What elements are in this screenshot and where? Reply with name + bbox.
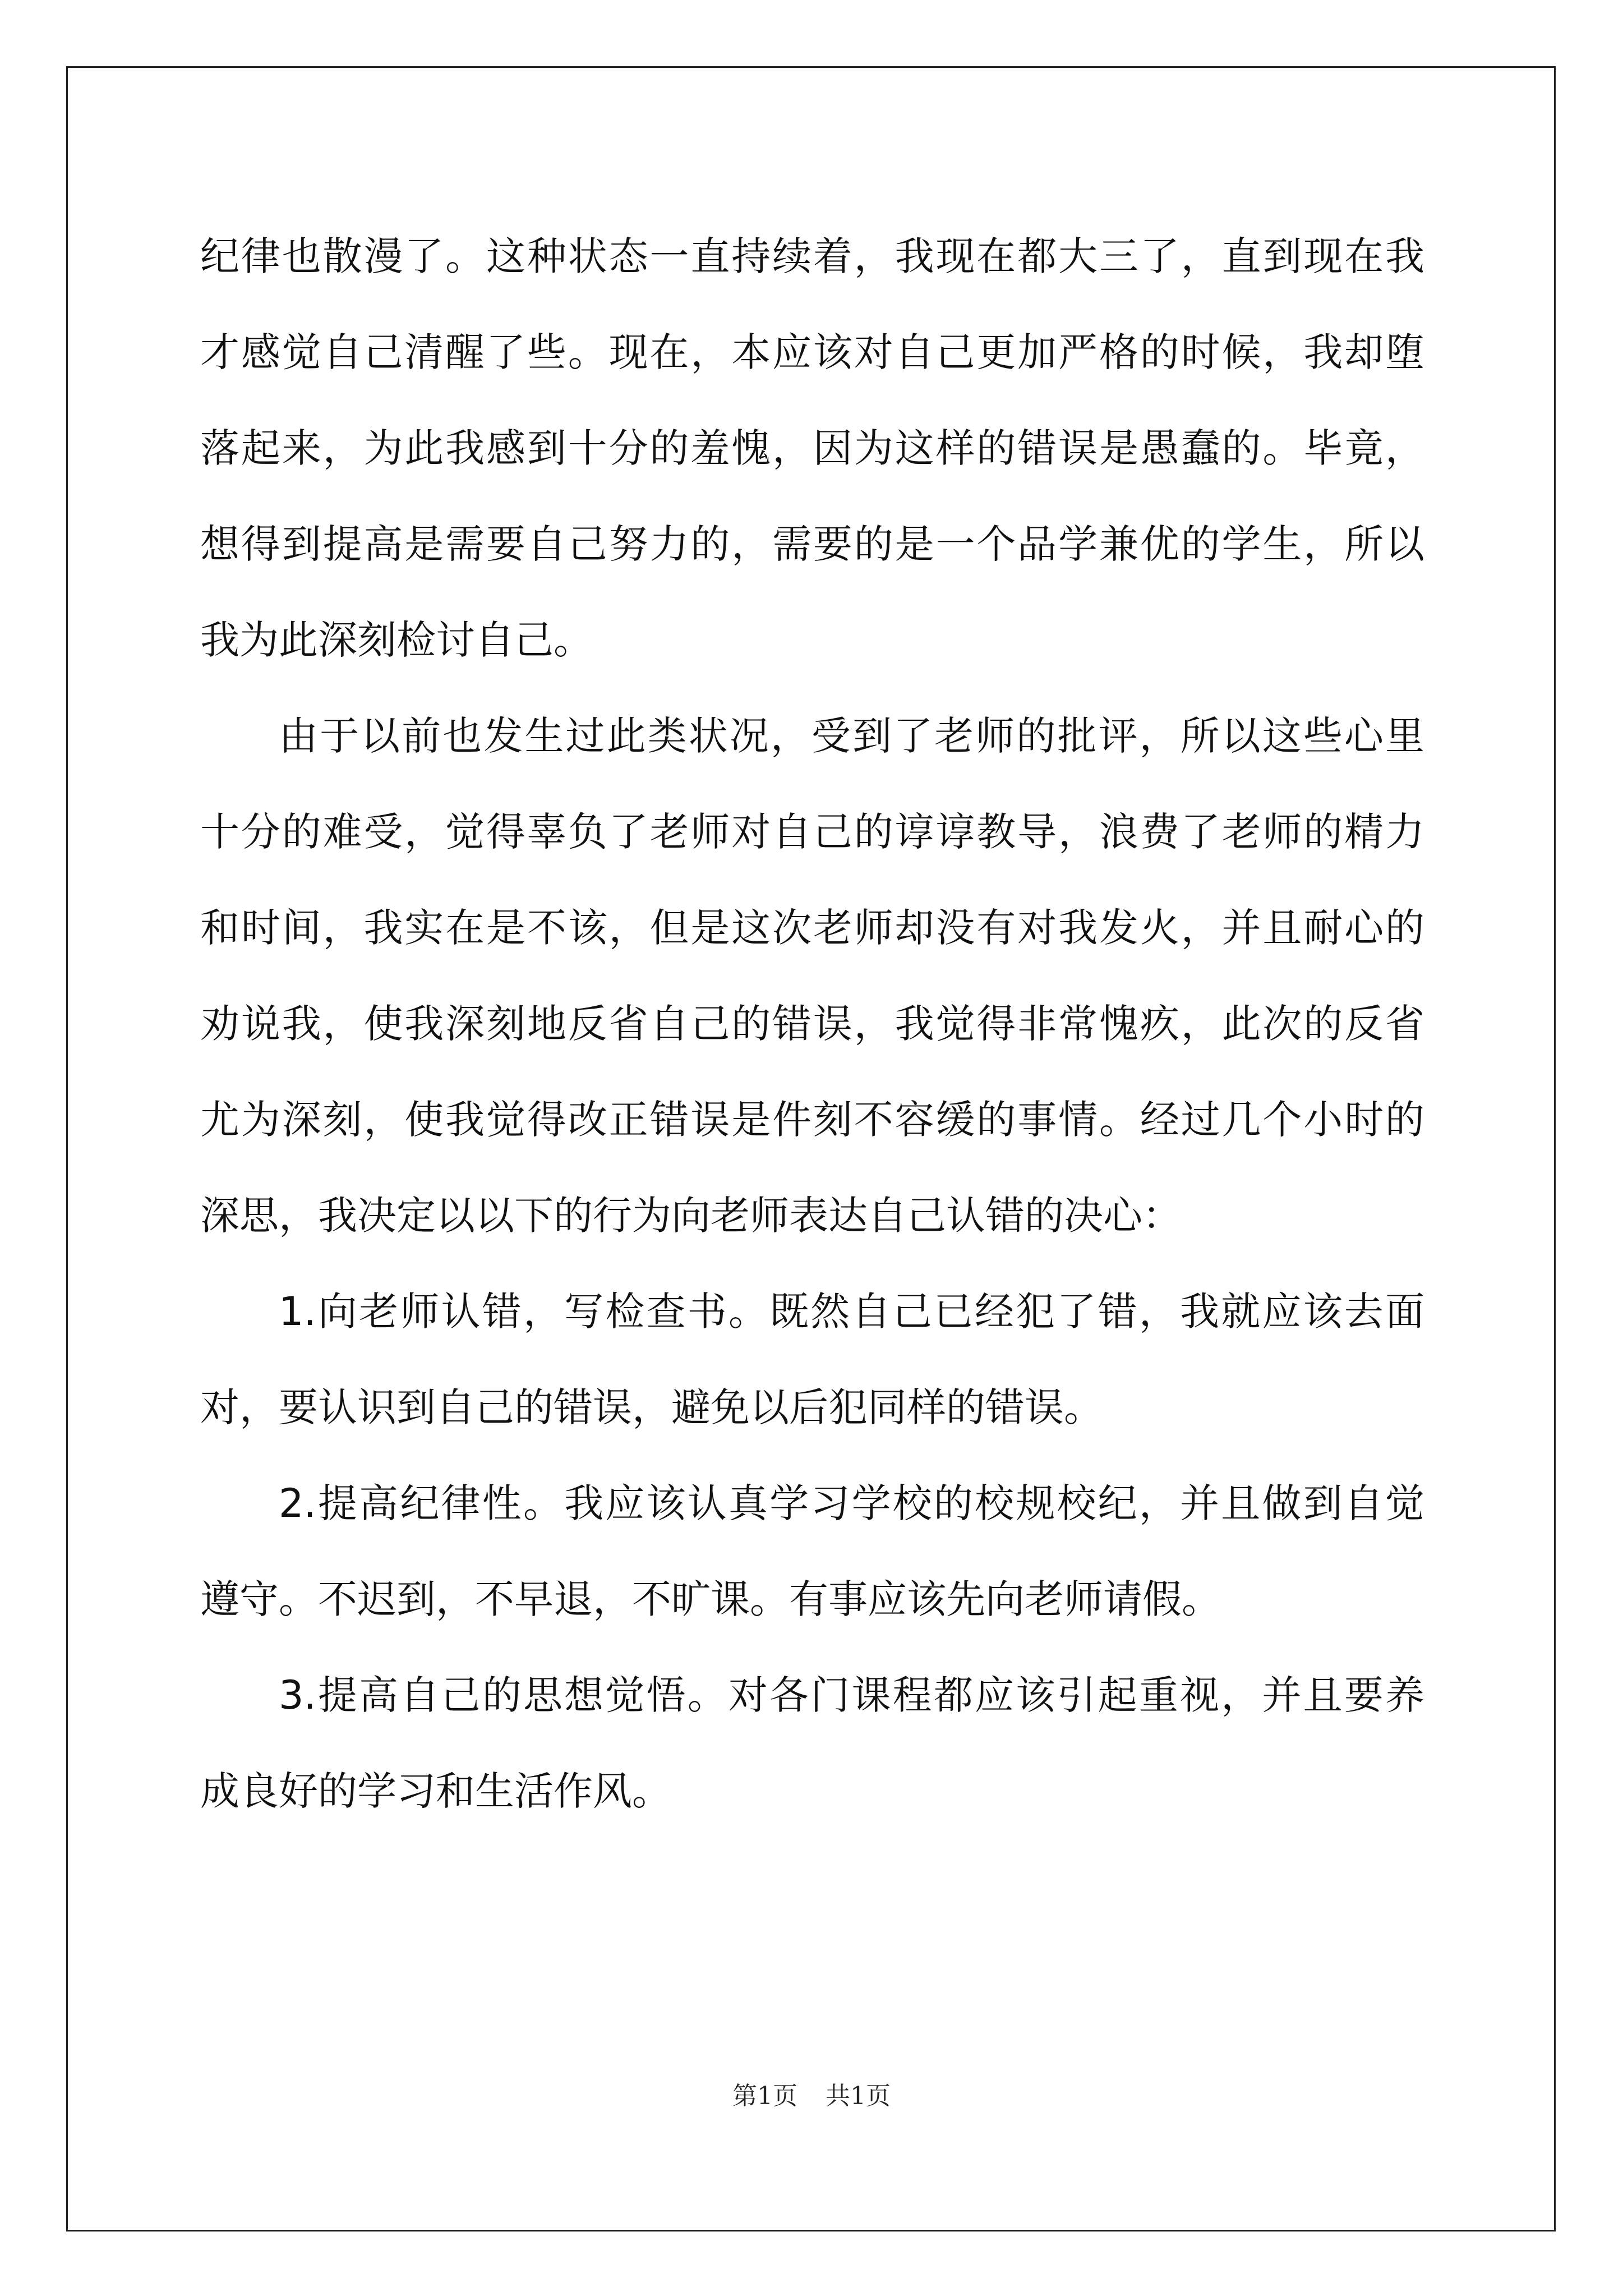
text-line: 尤为深刻，使我觉得改正错误是件刻不容缓的事情。经过几个小时的 bbox=[200, 1097, 1424, 1143]
page-footer bbox=[0, 2076, 1623, 2111]
page-number: 第1页 bbox=[732, 2082, 797, 2110]
text-line: 成良好的学习和生活作风。 bbox=[200, 1768, 671, 1814]
paragraph-start-line: 由于以前也发生过此类状况，受到了老师的批评，所以这些心里 bbox=[279, 713, 1424, 759]
text-line: 纪律也散漫了。这种状态一直持续着，我现在都大三了，直到现在我 bbox=[200, 233, 1424, 279]
text-line: 才感觉自己清醒了些。现在，本应该对自己更加严格的时候，我却堕 bbox=[200, 329, 1424, 375]
text-line: 十分的难受，觉得辜负了老师对自己的谆谆教导，浪费了老师的精力 bbox=[200, 809, 1424, 855]
page-total: 共1页 bbox=[826, 2082, 891, 2110]
text-line: 想得到提高是需要自己努力的，需要的是一个品学兼优的学生，所以 bbox=[200, 521, 1424, 567]
text-line: 对，要认识到自己的错误，避免以后犯同样的错误。 bbox=[200, 1384, 1103, 1430]
document-body bbox=[200, 209, 1424, 1839]
list-item-line: 3.提高自己的思想觉悟。对各门课程都应该引起重视，并且要养 bbox=[279, 1672, 1424, 1718]
list-item-line: 2.提高纪律性。我应该认真学习学校的校规校纪，并且做到自觉 bbox=[279, 1480, 1424, 1526]
text-line: 深思，我决定以以下的行为向老师表达自己认错的决心： bbox=[200, 1193, 1182, 1239]
text-line: 劝说我，使我深刻地反省自己的错误，我觉得非常愧疚，此次的反省 bbox=[200, 1001, 1424, 1047]
text-line: 落起来，为此我感到十分的羞愧，因为这样的错误是愚蠢的。毕竟， bbox=[200, 425, 1424, 471]
text-line: 我为此深刻检讨自己。 bbox=[200, 617, 593, 663]
text-line: 和时间，我实在是不该，但是这次老师却没有对我发火，并且耐心的 bbox=[200, 905, 1424, 951]
list-item-line: 1.向老师认错，写检查书。既然自己已经犯了错，我就应该去面 bbox=[279, 1289, 1424, 1335]
text-line: 遵守。不迟到，不早退，不旷课。有事应该先向老师请假。 bbox=[200, 1576, 1221, 1622]
